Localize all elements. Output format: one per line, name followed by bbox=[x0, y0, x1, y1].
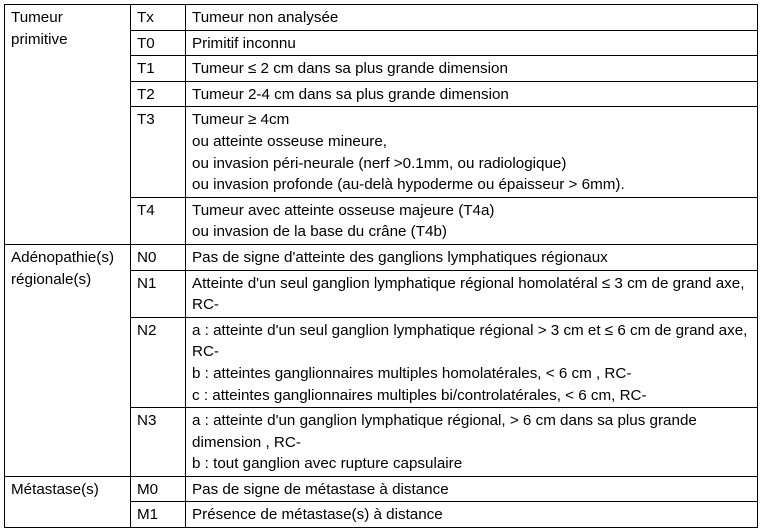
category-cell-tumeur: Tumeur primitive bbox=[5, 5, 131, 245]
description-line: Pas de signe d'atteinte des ganglions lymphatiques régionaux bbox=[192, 248, 608, 266]
description-cell bbox=[186, 244, 758, 270]
description-line: Tumeur 2-4 cm dans sa plus grande dimension bbox=[192, 85, 509, 103]
description-cell bbox=[186, 270, 758, 317]
description-cell bbox=[186, 317, 758, 407]
code-cell: T0 bbox=[131, 30, 186, 56]
code-cell: N1 bbox=[131, 270, 186, 317]
code-cell: M0 bbox=[131, 476, 186, 502]
description-cell bbox=[186, 30, 758, 56]
code-cell: Tx bbox=[131, 5, 186, 31]
tnm-classification-table bbox=[4, 4, 758, 528]
table-row bbox=[5, 244, 758, 270]
description-line: ou invasion profonde (au-delà hypoderme ou épaisseur > 6mm). bbox=[192, 176, 625, 194]
description-line: b : tout ganglion avec rupture capsulaire bbox=[192, 455, 463, 473]
description-cell bbox=[186, 197, 758, 244]
description-cell bbox=[186, 107, 758, 197]
description-line: a : atteinte d'un seul ganglion lymphatique régional > 3 cm et ≤ 6 cm de grand axe, RC- bbox=[192, 321, 748, 361]
description-line: Primitif inconnu bbox=[192, 34, 296, 52]
description-cell bbox=[186, 408, 758, 477]
description-line: b : atteintes ganglionnaires multiples homolatérales, < 6 cm , RC- bbox=[192, 364, 632, 382]
description-cell bbox=[186, 56, 758, 82]
category-cell-metastase: Métastase(s) bbox=[5, 476, 131, 527]
description-line: Tumeur ≥ 4cm bbox=[192, 111, 290, 129]
description-line: ou atteinte osseuse mineure, bbox=[192, 132, 388, 150]
table-row bbox=[5, 476, 758, 502]
code-cell: T4 bbox=[131, 197, 186, 244]
description-line: Pas de signe de métastase à distance bbox=[192, 480, 449, 498]
description-line: Tumeur ≤ 2 cm dans sa plus grande dimension bbox=[192, 60, 508, 78]
code-cell: T3 bbox=[131, 107, 186, 197]
description-line: c : atteintes ganglionnaires multiples bi/controlatérales, < 6 cm, RC- bbox=[192, 386, 647, 404]
description-line: ou invasion péri-neurale (nerf >0.1mm, ou radiologique) bbox=[192, 154, 567, 172]
description-line: Présence de métastase(s) à distance bbox=[192, 506, 443, 524]
table-row bbox=[5, 5, 758, 31]
description-line: Tumeur avec atteinte osseuse majeure (T4a) bbox=[192, 201, 495, 219]
description-cell bbox=[186, 81, 758, 107]
code-cell: M1 bbox=[131, 502, 186, 528]
code-cell: T1 bbox=[131, 56, 186, 82]
description-line: Tumeur non analysée bbox=[192, 9, 339, 26]
code-cell: N0 bbox=[131, 244, 186, 270]
description-cell bbox=[186, 476, 758, 502]
code-cell: T2 bbox=[131, 81, 186, 107]
code-cell: N2 bbox=[131, 317, 186, 407]
category-cell-adenopathie: Adénopathie(s) régionale(s) bbox=[5, 244, 131, 476]
description-cell bbox=[186, 5, 758, 31]
description-cell bbox=[186, 502, 758, 528]
description-line: ou invasion de la base du crâne (T4b) bbox=[192, 223, 447, 241]
table-body bbox=[5, 5, 758, 528]
description-line: a : atteinte d'un ganglion lymphatique régional, > 6 cm dans sa plus grande dimension , RC- bbox=[192, 412, 697, 451]
description-line: Atteinte d'un seul ganglion lymphatique régional homolatéral ≤ 3 cm de grand axe, RC- bbox=[192, 274, 745, 314]
code-cell: N3 bbox=[131, 408, 186, 477]
